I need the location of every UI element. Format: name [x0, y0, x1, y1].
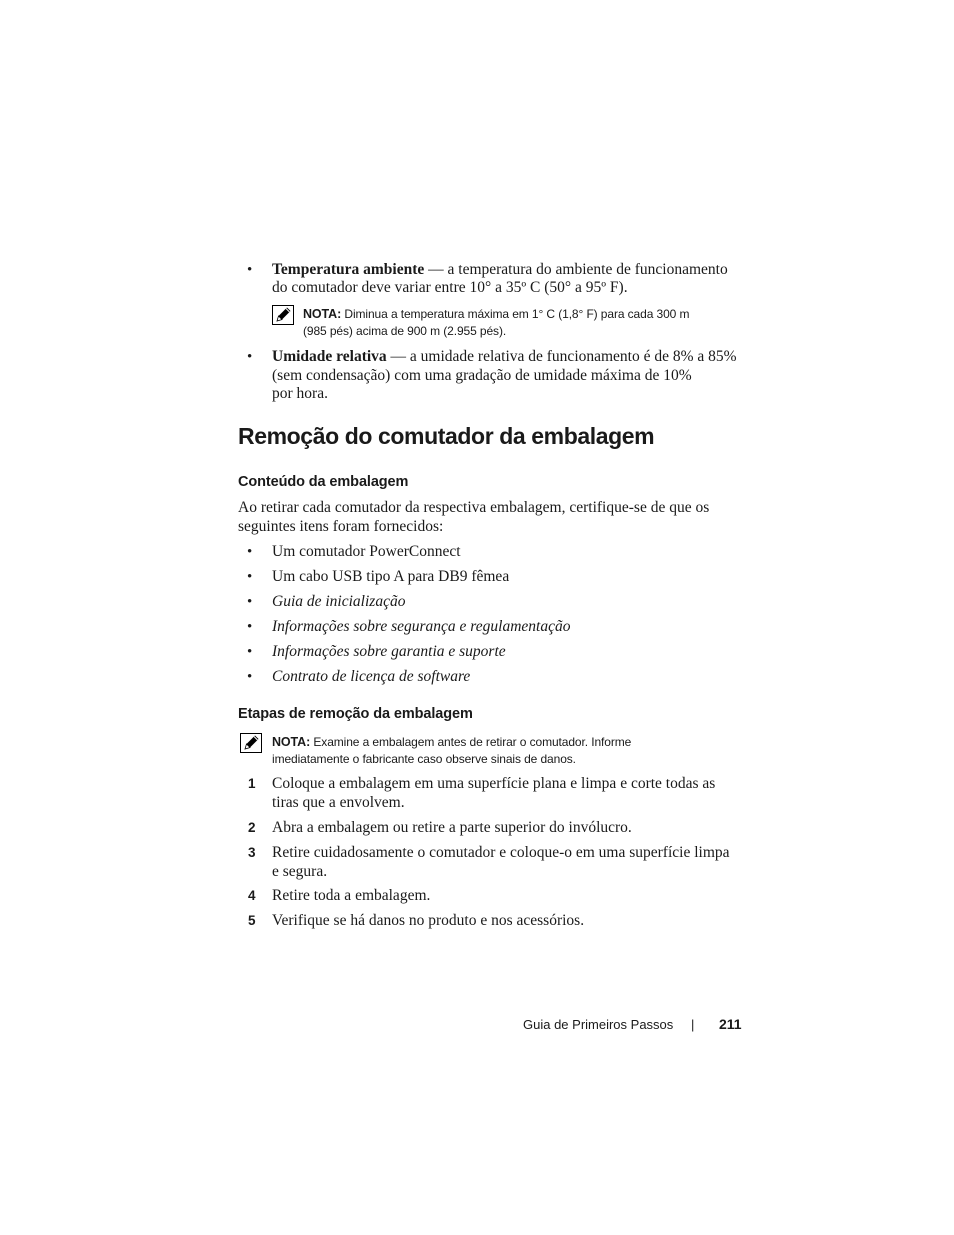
intro-line-1: Ao retirar cada comutador da respectiva embalagem, certifique-se de que os — [238, 499, 710, 516]
footer-separator: | — [691, 1017, 695, 1032]
note-label: NOTA: — [272, 735, 311, 749]
humidity-text-1: — a umidade relativa de funcionamento é de 8% a 85% — [386, 348, 737, 365]
bullet: • — [247, 569, 253, 585]
step-text-line-2: tiras que a envolvem. — [272, 794, 405, 811]
note-unpacking-line-2: imediatamente o fabricante caso observe sinais de danos. — [272, 752, 576, 766]
section-title: Remoção do comutador da embalagem — [238, 423, 655, 449]
item-text: Informações sobre segurança e regulamentação — [272, 618, 571, 635]
step-number: 3 — [248, 845, 256, 860]
bullet: • — [247, 262, 253, 278]
item-text: Guia de inicialização — [272, 593, 406, 610]
intro-line-2: seguintes itens foram fornecidos: — [238, 518, 444, 535]
note-temperature-text-1: Diminua a temperatura máxima em 1° C (1,8° F) para cada 300 m — [341, 307, 690, 321]
humidity-line-2: (sem condensação) com uma gradação de umidade máxima de 10% — [272, 367, 692, 384]
pencil-note-icon — [240, 733, 262, 753]
pencil-note-icon — [272, 305, 294, 325]
step-text-line-2: e segura. — [272, 863, 328, 880]
note-unpacking-line-1 — [272, 734, 631, 751]
step-number: 1 — [248, 776, 256, 791]
humidity-label: Umidade relativa — [272, 348, 387, 365]
note-label: NOTA: — [303, 307, 342, 321]
item-text: Contrato de licença de software — [272, 668, 471, 685]
step-text-line-1: Retire toda a embalagem. — [272, 887, 431, 904]
step-number: 4 — [248, 888, 256, 903]
page-number: 211 — [719, 1016, 742, 1032]
step-number: 5 — [248, 913, 256, 928]
note-temperature-line-1 — [303, 306, 689, 323]
humidity-line-3: por hora. — [272, 385, 328, 402]
step-text-line-1: Retire cuidadosamente o comutador e coloque-o em uma superfície limpa — [272, 844, 730, 861]
step-text-line-1: Coloque a embalagem em uma superfície plana e limpa e corte todas as — [272, 775, 716, 792]
bullet: • — [247, 594, 253, 610]
item-text: Um comutador PowerConnect — [272, 543, 461, 560]
step-text-line-1: Verifique se há danos no produto e nos acessórios. — [272, 912, 585, 929]
bullet: • — [247, 619, 253, 635]
temperature-label: Temperatura ambiente — [272, 261, 425, 278]
step-number: 2 — [248, 820, 256, 835]
bullet: • — [247, 669, 253, 685]
bullet: • — [247, 349, 253, 365]
bullet: • — [247, 544, 253, 560]
step-text-line-1: Abra a embalagem ou retire a parte superior do invólucro. — [272, 819, 632, 836]
note-temperature-line-2: (985 pés) acima de 900 m (2.955 pés). — [303, 324, 507, 338]
temperature-line-2: do comutador deve variar entre 10° a 35º C (50° a 95º F). — [272, 279, 628, 296]
item-text: Informações sobre garantia e suporte — [272, 643, 506, 660]
steps-heading: Etapas de remoção da embalagem — [238, 706, 473, 722]
humidity-line-1 — [272, 347, 737, 366]
temperature-text-1: — a temperatura do ambiente de funcionamento — [424, 261, 728, 278]
temperature-line-1 — [272, 260, 728, 279]
item-text: Um cabo USB tipo A para DB9 fêmea — [272, 568, 510, 585]
contents-heading: Conteúdo da embalagem — [238, 474, 409, 490]
footer-guide-title: Guia de Primeiros Passos — [523, 1017, 674, 1032]
note-unpacking-text-1: Examine a embalagem antes de retirar o comutador. Informe — [310, 735, 632, 749]
bullet: • — [247, 644, 253, 660]
